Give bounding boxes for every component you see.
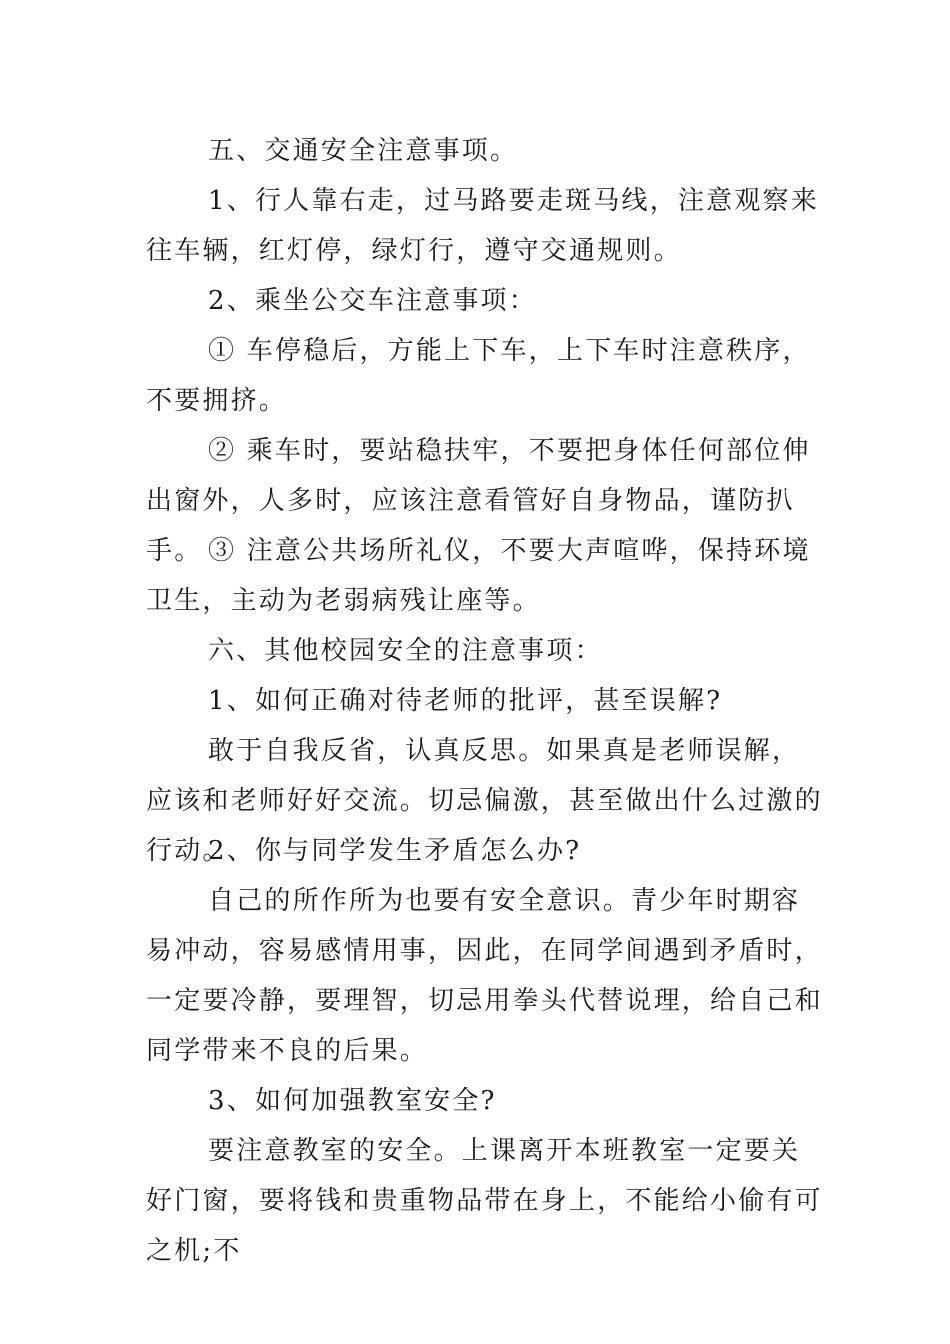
answer-teacher-criticism: 敢于自我反省，认真反思。如果真是老师误解，应该和老师好好交流。切忌偏激，甚至做出什么过激的行动。 [146, 736, 823, 866]
question-teacher-criticism: 1、如何正确对待老师的批评，甚至误解? [208, 686, 723, 716]
question-classroom-safety: 3、如何加强教室安全? [208, 1086, 497, 1116]
list-item-bus-1: ① 车停稳后，方能上下车，上下车时注意秩序，不要拥挤。 [146, 336, 811, 416]
question-classmate-conflict: 2、你与同学发生矛盾怎么办? [208, 836, 582, 866]
answer-classmate-conflict: 自己的所作所为也要有安全意识。青少年时期容易冲动，容易感情用事，因此，在同学间遇到矛盾时，一定要冷静，要理智，切忌用拳头代替说理，给自己和同学带来不良的后果。 [146, 886, 823, 1066]
list-item-bus-3: ③ 注意公共场所礼仪，不要大声喧哗，保持环境卫生，主动为老弱病残让座等。 [146, 536, 811, 616]
subheading-bus-notes: 2、乘坐公交车注意事项： [208, 286, 537, 316]
answer-classroom-safety: 要注意教室的安全。上课离开本班教室一定要关好门窗，要将钱和贵重物品带在身上，不能给小偷有可之机;不 [146, 1136, 823, 1266]
section-heading-campus-safety: 六、其他校园安全的注意事项： [208, 636, 603, 666]
paragraph-pedestrian-rules: 1、行人靠右走，过马路要走斑马线，注意观察来往车辆，红灯停，绿灯行，遵守交通规则。 [146, 186, 819, 266]
section-heading-traffic-safety: 五、交通安全注意事项。 [208, 136, 519, 166]
list-item-bus-2: ② 乘车时，要站稳扶牢，不要把身体任何部位伸出窗外，人多时，应该注意看管好自身物品，谨防扒手。 [146, 436, 811, 566]
